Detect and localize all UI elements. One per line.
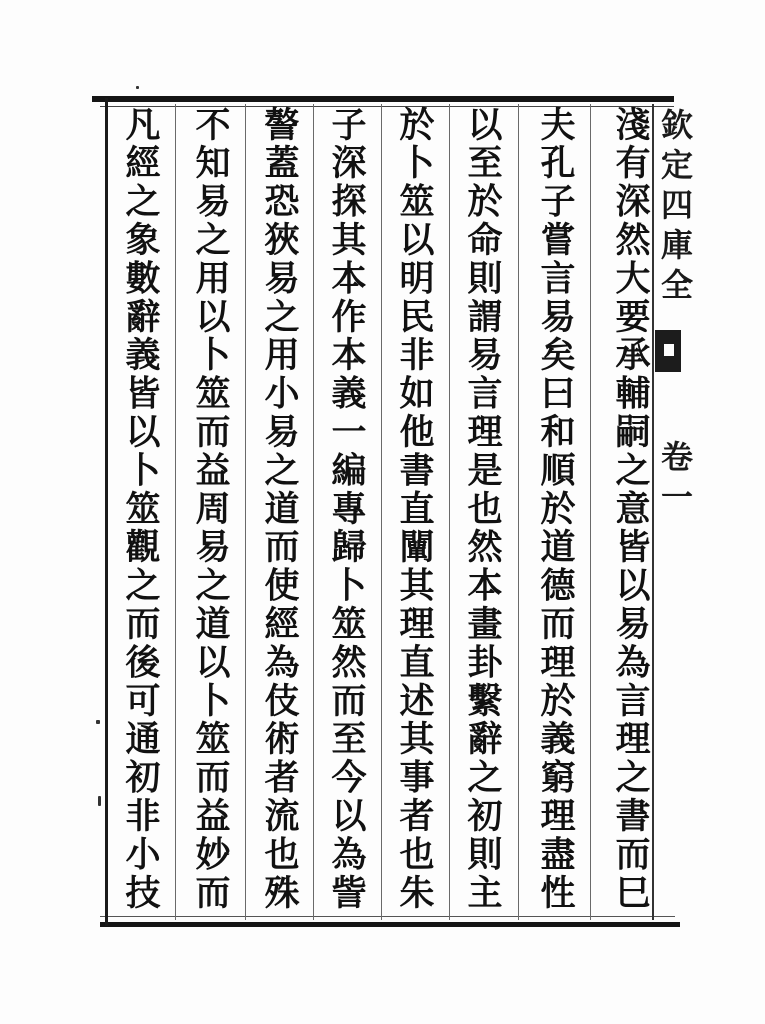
text-column-1: 淺有深然大要承輔嗣之意皆以易為言理之書而巳: [610, 106, 651, 913]
frame-bottom-rule: [100, 922, 680, 927]
margin-volume: 卷一: [656, 440, 694, 520]
text-column-8: 凡經之象數辭義皆以卜筮觀之而後可通初非小技: [120, 106, 161, 913]
margin-fishtail-notch: [664, 344, 674, 356]
column-divider: [245, 104, 246, 920]
column-divider: [449, 104, 450, 920]
text-column-5: 子深探其本作本義一編專歸卜筮然而至今以為訾: [326, 106, 367, 913]
margin-title-area: [655, 108, 694, 318]
column-divider: [313, 104, 314, 920]
column-divider: [381, 104, 382, 920]
text-column-2: 夫孔子嘗言易矣曰和順於道德而理於義窮理盡性: [535, 106, 576, 913]
frame-left-rule: [105, 98, 108, 926]
column-divider: [518, 104, 519, 920]
frame-top-rule: [92, 96, 674, 102]
text-column-4: 於卜筮以明民非如他書直闡其理直述其事者也朱: [394, 106, 435, 913]
text-column-3: 以至於命則謂易言理是也然本畫卦繫辭之初則主: [462, 106, 503, 913]
margin-volume-area: [655, 440, 694, 520]
text-column-6: 謷蓋恐狹易之用小易之道而使經為伎術者流也殊: [259, 106, 300, 913]
column-divider: [175, 104, 176, 920]
margin-title: 欽定四庫全: [656, 108, 694, 308]
text-column-7: 不知易之用以卜筮而益周易之道以卜筮而益妙而: [190, 106, 231, 913]
scan-speck: [136, 86, 139, 89]
scan-speck: [98, 796, 101, 806]
scan-speck: [96, 720, 100, 724]
column-divider: [590, 104, 591, 920]
